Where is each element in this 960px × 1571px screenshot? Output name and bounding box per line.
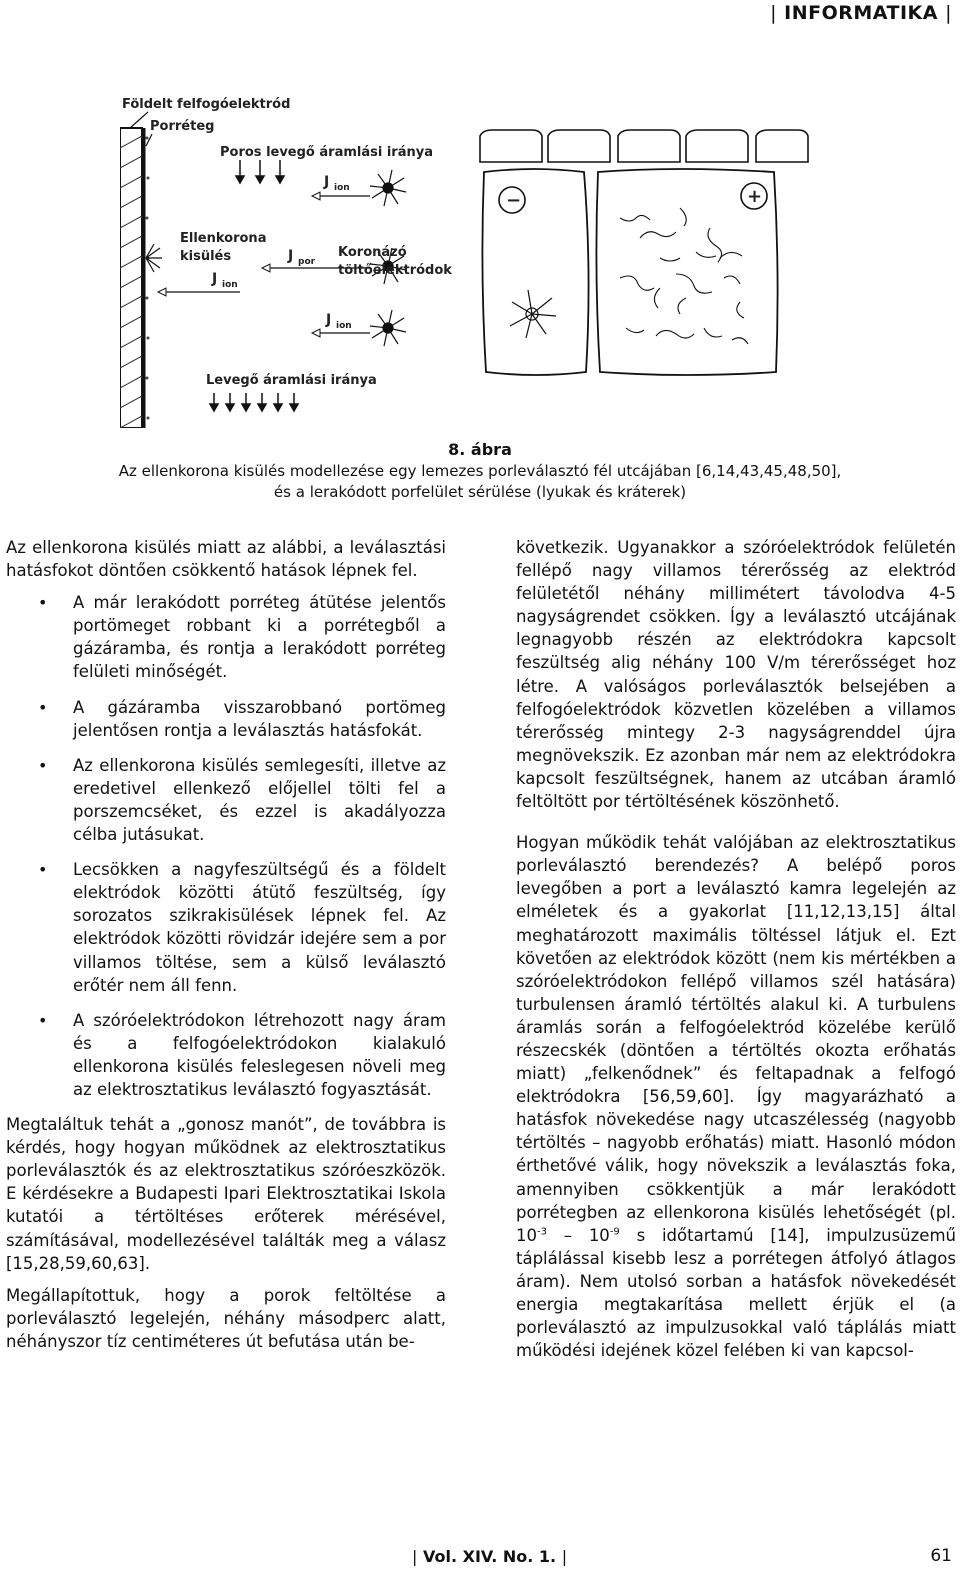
svg-text:ion: ion: [334, 183, 350, 193]
intro-paragraph: Az ellenkorona kisülés miatt az alábbi, a leválasztási hatásfokot döntően csökkentő hatások lépnek fel.: [6, 538, 446, 581]
left-text-column: [6, 536, 446, 1362]
svg-text:J: J: [288, 248, 294, 264]
label-corona-line2: töltőelektródok: [338, 263, 452, 278]
label-corona-line1: Koronázó: [338, 245, 407, 260]
paragraph-text: – 10: [546, 1225, 610, 1245]
label-air-flow: Levegő áramlási iránya: [206, 373, 377, 388]
svg-text:ion: ion: [336, 321, 352, 331]
air-flow-arrows: [210, 393, 298, 411]
footer-separator-left: |: [412, 1547, 418, 1566]
svg-text:J: J: [212, 271, 218, 287]
page-number: 61: [930, 1546, 952, 1566]
header-separator-left: |: [770, 2, 778, 24]
dusty-air-arrows: [236, 160, 284, 183]
svg-text:por: por: [298, 257, 316, 267]
back-corona-star: [146, 244, 162, 272]
paragraph-text: Hogyan működik tehát valójában az elektrosztatikus porleválasztó berendezés? A belépő poros levegőben a port a leválasztó kamra legelején az elméletek és a gyakorlat [11,12,13,15] által meghatározott maximális töltéssel látjuk el. Ezt követően az elektródok között (nem kis mértékben a szóróelektródokon fellépő villamos szél hatására) turbulensen áramló tértöltés alakul ki. A turbulens áramlás során a felfogóelektród közelébe kerülő részecskék (döntően a tértöltés okozta erőhatás miatt) „felkenődnek” és feltapadnak a felfogó elektródokra [56,59,60]. Így magyarázható a hatásfok növekedése nagy utcaszélesség (nagyobb tértöltés – nagyobb erőhatás) miatt. Hasonló módon érthetővé válik, hogy növekszik a leválasztás foka, amennyiben csökkentjük a már lerakódott porrétegben az ellenkorona kisülés lehetőségét (pl. 10: [516, 833, 956, 1245]
label-back-corona: Ellenkorona: [180, 231, 267, 246]
negative-crater-panel: [482, 169, 588, 375]
figure-caption-line-2: és a lerakódott porfelület sérülése (lyukak és kráterek): [273, 483, 687, 501]
body-paragraph: Megállapítottuk, hogy a porok feltöltése a porleválasztó legelején, néhány másodperc alatt, néhányszor tíz centiméteres út befutása után be-: [6, 1285, 446, 1351]
bullet-item: • A szóróelektródokon létrehozott nagy áram és a felfogóelektródokon kialakuló ellenkorona kisülés feleslegesen növeli meg az elektrosztatikus leválasztó fogyasztását.: [6, 1009, 446, 1101]
j-ion-arrow-bottom: [312, 312, 370, 337]
body-paragraph: Megtaláltuk tehát a „gonosz manót”, de továbbra is kérdés, hogy hogyan működnek az elektrosztatikus porleválasztók és az elektrosztatikus szóróeszközök. E kérdésekre a Budapesti Ipari Elektrosztatikai Iskola kutatói a tértöltéses erőterek mérésével, számításával, modellezésével találták meg a válasz [15,28,59,60,63].: [6, 1115, 446, 1273]
positive-crater-panel: [596, 169, 777, 375]
corona-star-bottom: [370, 310, 406, 346]
effects-bullet-list: [6, 591, 446, 1101]
svg-text:−: −: [506, 190, 522, 211]
footer-separator-right: |: [561, 1547, 568, 1566]
figure-8: [120, 88, 820, 428]
section-name: INFORMATIKA: [784, 2, 938, 24]
svg-text:J: J: [324, 174, 330, 190]
figure-caption-title: 8. ábra: [448, 440, 512, 459]
grounded-electrode-plate: [120, 128, 144, 428]
journal-section-header: [770, 2, 952, 24]
paragraph-text: s időtartamú [14], impulzusüzemű táplálással kisebb lesz a porrétegen átfolyó átlagos áram). Nem utolsó sorban a hatásfok növekedését energia megtakarítása mellett érjük el (a porleválasztó az impulzusokkal való táplálás miatt működési idejének közel felében ki van kapcsol-: [516, 1225, 956, 1361]
label-grounded-electrode: Földelt felfogóelektród: [122, 97, 291, 112]
figure-caption-line-1: Az ellenkorona kisülés modellezése egy lemezes porleválasztó fél utcájában [6,14,43,45,48,50],: [118, 462, 842, 480]
leader-line-electrode: [130, 112, 148, 128]
svg-text:ion: ion: [222, 280, 238, 290]
bullet-item: • Az ellenkorona kisülés semlegesíti, illetve az eredetivel ellenkező előjellel tölti fel a porszemcséket, és ezzel is akadályozza célba jutásukat.: [6, 754, 446, 846]
svg-text:J: J: [326, 312, 332, 328]
label-dusty-air-flow: Poros levegő áramlási iránya: [220, 145, 433, 160]
volume-text: Vol. XIV. No. 1.: [422, 1547, 557, 1566]
body-paragraph-with-exponents: [516, 831, 956, 1362]
header-separator-right: |: [945, 2, 952, 24]
bullet-item: • Lecsökken a nagyfeszültségű és a földelt elektródok közötti átütő feszültség, így sorozatos szikrakisülések lépnek fel. Az elektródok közötti rövidzár idejére sem a por villamos töltése, sem a külső leválasztó erőtér nem áll fenn.: [6, 858, 446, 997]
bullet-item: • A már lerakódott porréteg átütése jelentős portömeget robbant ki a porrétegből a gázáramba, és rontja a lerakódott porréteg felületi minőségét.: [6, 591, 446, 683]
figure-drawing: [120, 88, 820, 428]
dust-layer: [146, 137, 150, 420]
body-paragraph: következik. Ugyanakkor a szóróelektródok felületén fellépő nagy villamos térerősség az elektród felületétől néhány millimétert távolodva 4-5 nagyságrendet csökken. Így a leválasztó utcájának legnagyobb részén az elektródokra kapcsolt feszültség alig néhány 100 V/m térerősséget hoz létre. A valóságos porleválasztók belsejében a felfogóelektródok közvetlen közelében a villamos térerősség mintegy 2-3 nagyságrenddel újra megnövekszik. Ez azonban már nem az elektródokra kapcsolt feszültségnek, hanem az utcában áramló feltöltött por tértöltésének köszönhető.: [516, 538, 956, 812]
exponent: -9: [609, 1226, 620, 1238]
right-text-column: [516, 536, 956, 1371]
footer-volume: [412, 1547, 567, 1566]
label-dust-layer: Porréteg: [150, 119, 215, 134]
j-ion-arrow-left: [158, 271, 240, 296]
corona-star-top: [370, 170, 406, 206]
svg-text:+: +: [747, 186, 763, 207]
j-ion-arrow-top: [312, 174, 370, 200]
exponent: -3: [537, 1226, 547, 1238]
dust-surface-blocks: [480, 130, 808, 162]
bullet-item: • A gázáramba visszarobbanó portömeg jelentősen rontja a leválasztás hatásfokát.: [6, 696, 446, 742]
leader-line-dust: [146, 134, 152, 146]
label-discharge: kisülés: [180, 249, 232, 264]
